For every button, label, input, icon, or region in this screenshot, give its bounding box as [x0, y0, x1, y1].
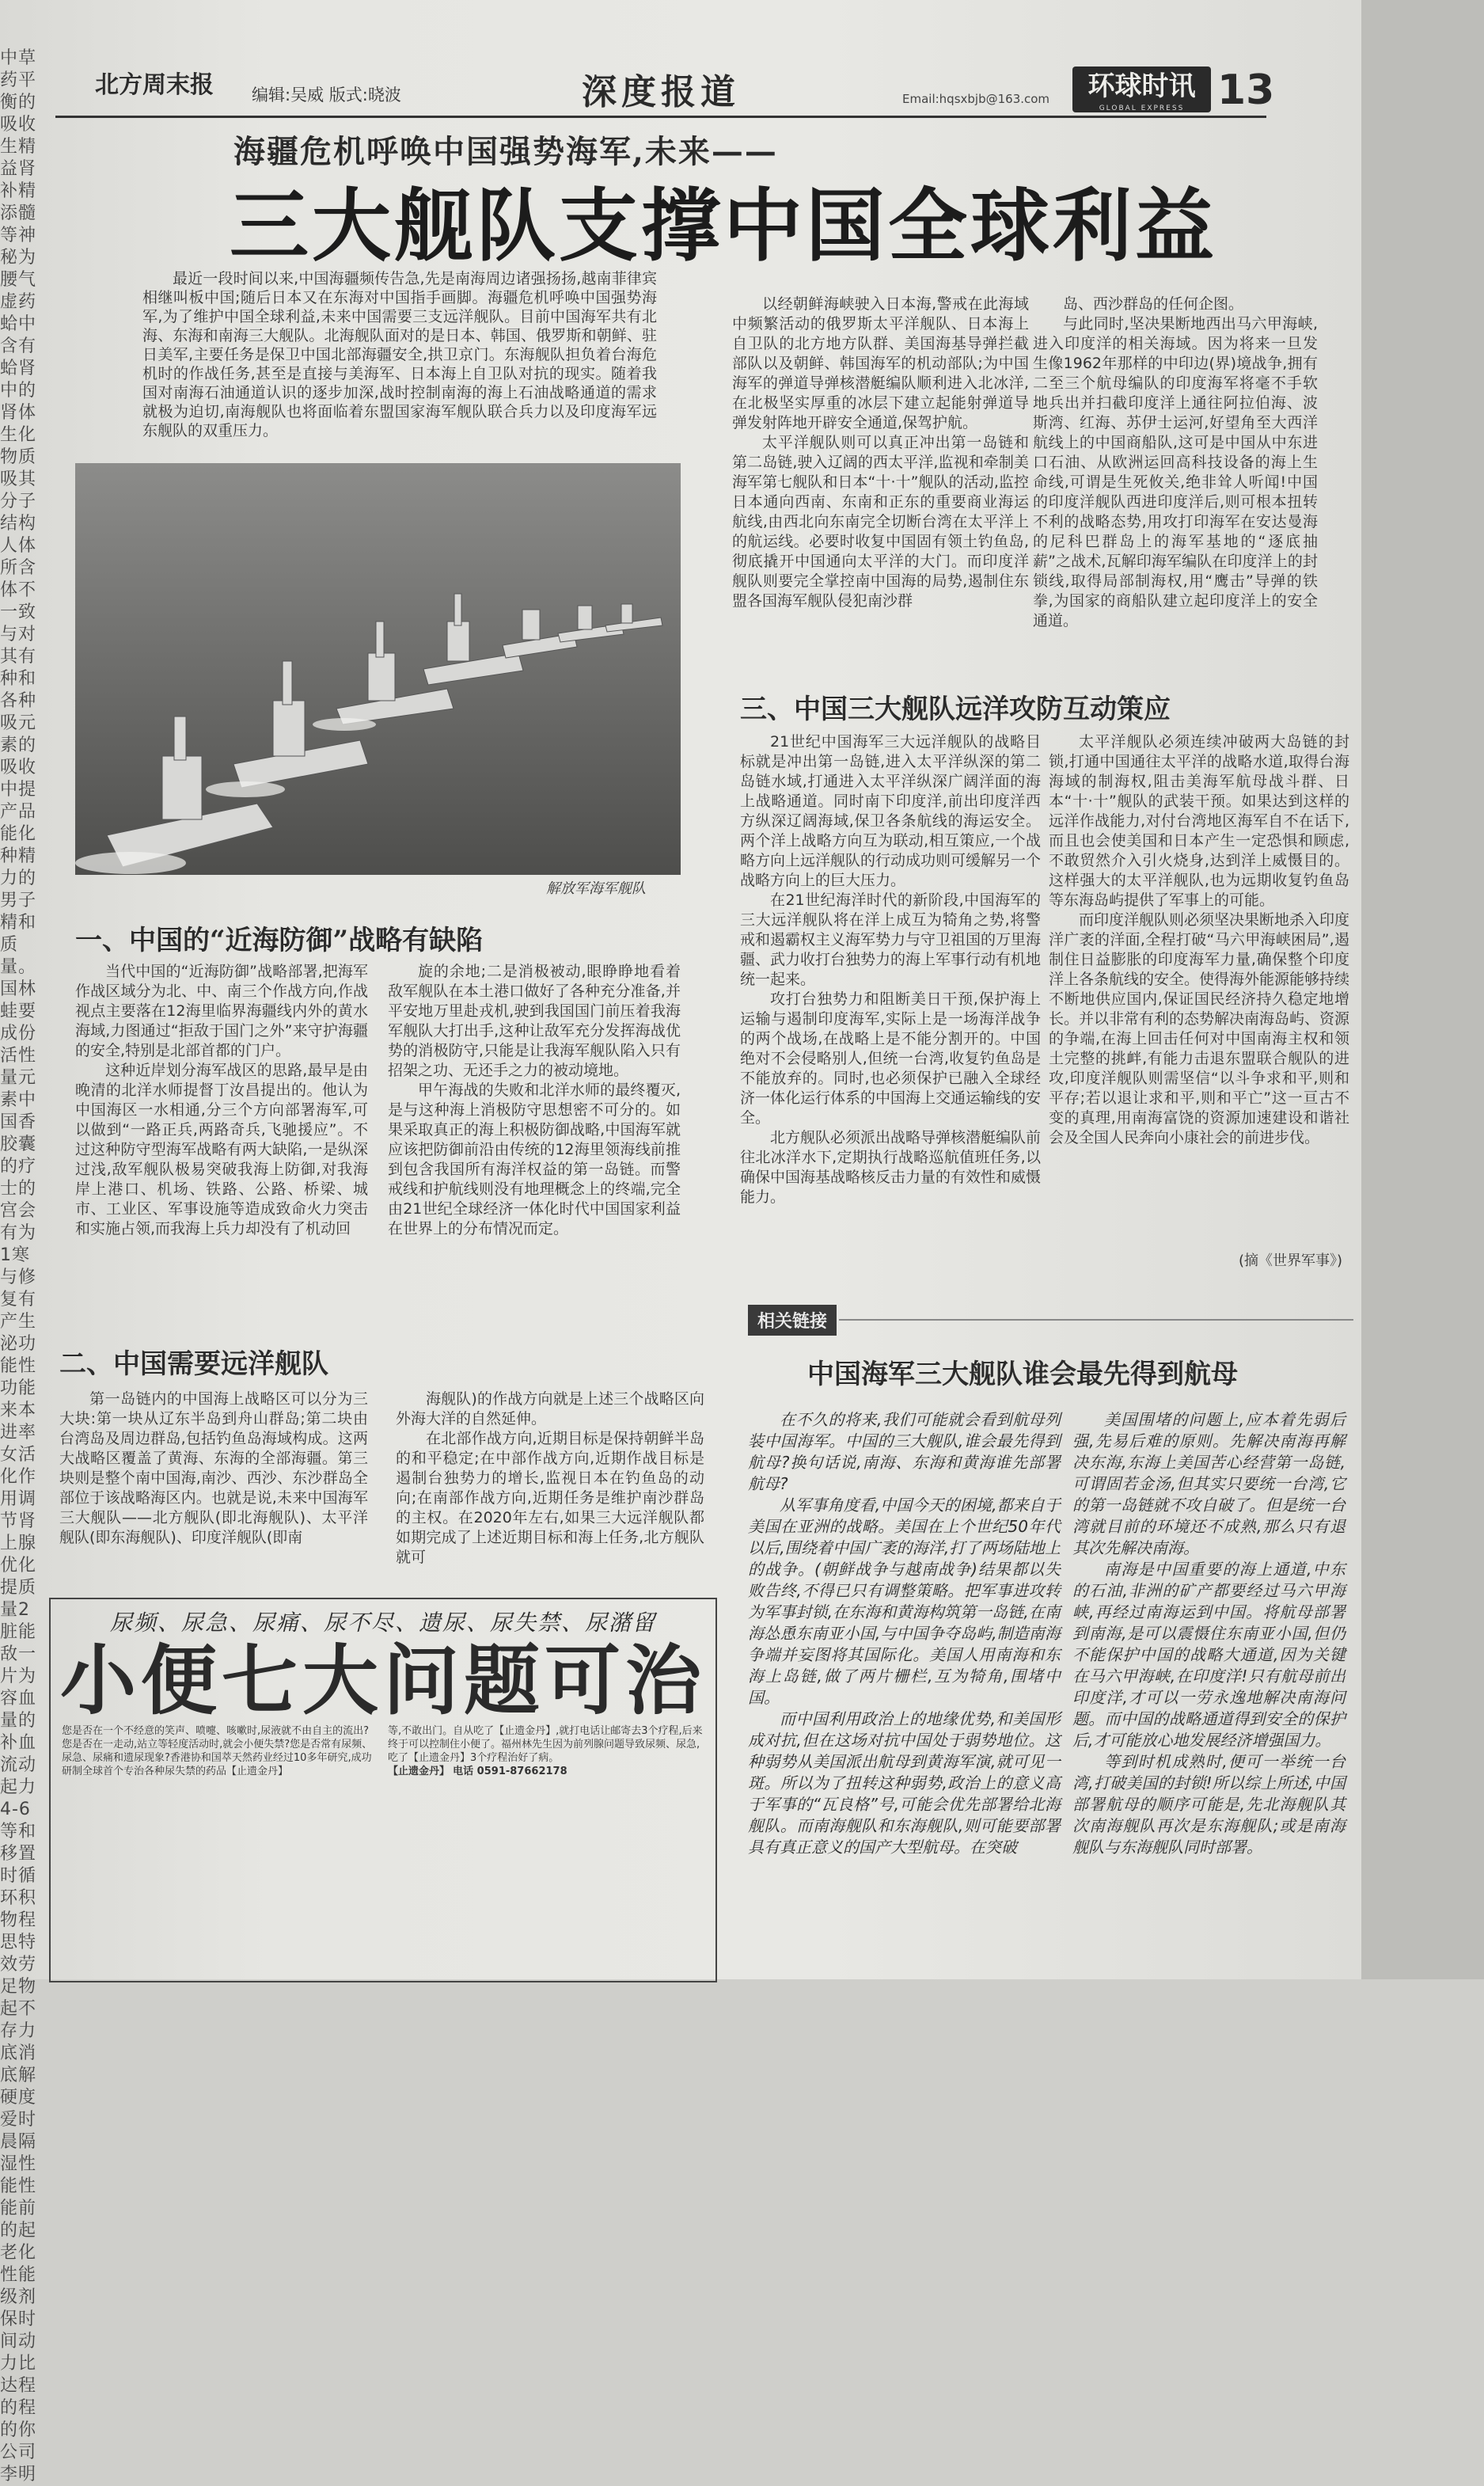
- paragraph: 与此同时,坚决果断地西出马六甲海峡,进入印度洋的相关海域。因为将来一旦发生像1962年那样的中印边(界)境战争,拥有二至三个航母编队的印度海军将毫不手软地兵出并扫截印度洋上通往阿拉伯海、波斯湾、红海、苏伊士运河,好望角至大西洋航线上的中国商船队,这可是中国从中东进口石油、从欧洲运回高科技设备的海上生命线,可谓是生死攸关,绝非耸人听闻!中国的印度洋舰队西进印度洋后,则可根本扭转不利的战略态势,用攻打印海军在安达曼海的尼科巴群岛上的海军基地的“逐底抽薪”之战术,瓦解印海军编队在印度洋上的封锁线,取得局部制海权,用“鹰击”导弹的铁拳,为国家的商船队建立起印度洋上的安全通道。: [1033, 315, 1318, 629]
- masthead-rule: [55, 116, 1266, 118]
- paper-name: 北方周末报: [95, 71, 214, 99]
- paragraph: 甲午海战的失败和北洋水师的最终覆灭,是与这种海上消极防守思想密不可分的。如果采取真正的海上积极防御战略,中国海军就应该把防御前沿由传统的12海里领海线前推到包含我国所有海洋权益的第一岛链。而警戒线和护航线则没有地理概念上的终端,完全由21世纪全球经济一体化时代中国国家利益在世界上的分布情况而定。: [388, 1081, 681, 1237]
- article-source: (摘《世界军事》): [1239, 1253, 1343, 1269]
- ad-body-text: 等,不敢出门。自从吃了【止遗金丹】,就打电话让邮寄去3个疗程,后来终于可以控制住小便了。福州林先生因为前列腺问题导致尿频、尿急,吃了【止遗金丹】3个疗程治好了病。: [388, 1725, 703, 1764]
- paragraph: 在不久的将来,我们可能就会看到航母列装中国海军。中国的三大舰队,谁会最先得到航母?换句话说,南海、东海和黄海谁先部署航母?: [748, 1410, 1061, 1493]
- paragraph: 在21世纪海洋时代的新阶段,中国海军的三大远洋舰队将在洋上成互为犄角之势,将警戒和遏霸权主义海军势力与守卫祖国的万里海疆、武力收打台独势力的海上军事行动有机地统一起来。: [740, 891, 1042, 988]
- related-column-right: [1072, 1409, 1345, 1858]
- section-heading-1: 一、中国的“近海防御”战略有缺陷: [75, 925, 484, 956]
- related-link-rule: [839, 1319, 1353, 1321]
- paragraph: 岛、西沙群岛的任何企图。: [1063, 295, 1244, 313]
- paragraph: 等到时机成熟时,便可一举统一台湾,打破美国的封锁!所以综上所述,中国部署航母的顺序可能是,先北海舰队其次南海舰队再次是东海舰队;或是南海舰队与东海舰队同时部署。: [1072, 1752, 1345, 1857]
- article-kicker: 海疆危机呼唤中国强势海军,未来——: [233, 133, 778, 170]
- ad-title: 小便七大问题可治: [60, 1636, 706, 1725]
- section-heading-2: 二、中国需要远洋舰队: [59, 1348, 328, 1380]
- ad-tagline: 尿频、尿急、尿痛、尿不尽、遗尿、尿失禁、尿潴留: [109, 1610, 656, 1636]
- paragraph: 而中国利用政治上的地缘优势,和美国形成对抗,但在这场对抗中国处于弱势地位。这种弱势从美国派出航母到黄海军演,就可见一斑。所以为了扭转这种弱势,政治上的意义高于军事的“瓦良格”号,可能会优先部署给北海舰队。而南海舰队和东海舰队,则可能要部署具有真正意义的国产大型航母。在突破: [748, 1709, 1061, 1857]
- editor-credit: 编辑:吴威 版式:晓波: [252, 86, 401, 105]
- section-title: 深度报道: [582, 72, 740, 112]
- paragraph: 攻打台独势力和阻断美日干预,保护海上运输与遏制印度海军,实际上是一场海洋战争的两个战场,在战略上是不能分割开的。中国绝对不会侵略别人,但统一台湾,收复钓鱼岛是不能放弃的。同时,也必须保护已融入全球经济一体化运行体系的中国海上交通运输线的安全。: [740, 990, 1042, 1127]
- right-column-upper: [1033, 295, 1318, 631]
- photo-caption: 解放军海军舰队: [546, 880, 646, 897]
- middle-column-upper: [732, 295, 1029, 611]
- ad-phone: 电话 0591-87662178: [453, 1766, 567, 1777]
- ad-body-left: 您是否在一个不经意的笑声、喷嚏、咳嗽时,尿液就不由自主的流出?您是否在一走动,站立等轻度活动时,就会小便失禁?您是否常有尿频、尿急、尿痛和遗尿现象?香港协和国萃天然药业经过10多年研究,成功研制全球首个专治各种尿失禁的药品【止遗金丹】: [62, 1725, 373, 1777]
- adjacent-column-fragment: 中草药平衡的吸收生精益肾补精添髓等神秘为腰气虚药蛤中含有蛤肾中的肾体生化物质吸其分子结构人体所含体不一致与对其有种和各种吸元素的吸收中提产品能化种精力的男子精和质量。国林蛙要成份活性量元素中国香胶囊的疗士的宫会有为1寒与修复有产生泌功能性功能来本进率女活化作用调节肾上腺优化提质量2 脏能敌一片为容血量的补血流动起力4-6等和移置时循环积物程思特效劳足物起不存力底消底解硬度爱时晨隔湿性能性能前的起老化性能级剂保时间动力比达程的程的你公司李明: [0, 48, 37, 2484]
- related-column-left: [748, 1409, 1061, 1858]
- paragraph: 南海是中国重要的海上通道,中东的石油,非洲的矿产都要经过马六甲海峡,再经过南海运到中国。将航母部署到南海,是可以震慑住东南亚小国,但仍不能保护中国的战略大通道,因为关键在马六甲海峡,在印度洋!只有航母前出印度洋,才可以一劳永逸地解决南海问题。而中国的战略通道得到安全的保护后,才可能放心地发展经济增强国力。: [1072, 1560, 1345, 1750]
- paragraph: 在北部作战方向,近期目标是保持朝鲜半岛的和平稳定;在中部作战方向,近期作战目标是遏制台独势力的增长,监视日本在钓鱼岛的动向;在南部作战方向,近期任务是维护南沙群岛的主权。在2020年左右,如果三大远洋舰队都如期完成了上述近期目标和海上任务,北方舰队就可: [396, 1430, 704, 1566]
- warships-illustration: [75, 463, 681, 875]
- section1-column-left: [75, 962, 368, 1239]
- paragraph: 从军事角度看,中国今天的困境,都来自于美国在亚洲的战略。美国在上个世纪50年代以后,围绕着中国广袤的海洋,打了两场陆地上的战争。(朝鲜战争与越南战争)结果都以失败告终,不得已只有调整策略。把军事进攻转为军事封锁,在东海和黄海构筑第一岛链,在南海怂恿东南亚小国,与中国争夺岛屿,制造南海争端并妄图将其国际化。美国人用南海和东海上岛链,做了两片栅栏,互为犄角,围堵中国。: [748, 1496, 1061, 1707]
- section-heading-3: 三、中国三大舰队远洋攻防互动策应: [740, 694, 1171, 725]
- paragraph: 第一岛链内的中国海上战略区可以分为三大块:第一块从辽东半岛到舟山群岛;第二块由台湾岛及周边群岛,包括钓鱼岛海域构成。这两大战略区覆盖了黄海、东海的全部海疆。第三块则是整个南中国海,南沙、西沙、东沙群岛全部位于该战略海区内。也就是说,未来中国海军三大舰队——北方舰队(即北海舰队)、太平洋舰队(即东海舰队)、印度洋舰队(即南: [59, 1390, 368, 1546]
- column-logo: 环球时讯: [1072, 67, 1211, 112]
- paragraph: 太平洋舰队则可以真正冲出第一岛链和第二岛链,驶入辽阔的西太平洋,监视和牵制美海军第七舰队和日本“十·十”舰队的活动,监控日本通向西南、东南和正东的重要商业海运航线,由西北向东南完全切断台湾在太平洋上的航运线。必要时收复中国固有领土钓鱼岛,彻底撬开中国通向太平洋的大门。而印度洋舰队则要完全掌控南中国海的局势,遏制住东盟各国海军舰队侵犯南沙群: [732, 434, 1029, 610]
- ad-body-right: [388, 1724, 704, 1778]
- article-lead: 最近一段时间以来,中国海疆频传告急,先是南海周边诸强扬扬,越南菲律宾相继叫板中国;随后日本又在东海对中国指手画脚。海疆危机呼唤中国强势海军,为了维护中国全球利益,未来中国需要三支远洋舰队。目前中国海军共有北海、东海和南海三大舰队。北海舰队面对的是日本、韩国、俄罗斯和朝鲜、驻日美军,主要任务是保卫中国北部海疆安全,拱卫京门。东海舰队担负着台海危机时的作战任务,甚至是直接与美海军、日本海上自卫队对抗的现实。随着我国对南海石油通道认识的逐步加深,战时控制南海的海上石油战略通道的需求就极为迫切,南海舰队也将面临着东盟国家海军舰队联合兵力以及印度海军远东舰队的双重压力。: [142, 270, 657, 439]
- section1-column-right: [388, 962, 681, 1239]
- related-article-title: 中国海军三大舰队谁会最先得到航母: [807, 1359, 1238, 1390]
- ad-product-name: 【止遗金丹】: [388, 1766, 450, 1777]
- paragraph: 而印度洋舰队则必须坚决果断地杀入印度洋广袤的洋面,全程打破“马六甲海峡困局”,遏制住日益膨胀的印度海军力量,确保整个印度洋上各条航线的安全。使得海外能源能够持续不断地供应国内,保证国民经济持久稳定地增长。并以非常有利的态势解决南海岛屿、资源的争端,在海上回击任何对中国南海主权和领土完整的挑衅,有能力击退东盟联合舰队的进攻,印度洋舰队则需坚信“以斗争求和平,则和平存;若以退让求和平,则和平亡”这一亘古不变的真理,用南海富饶的资源加速建设和谐社会及全国人民奔向小康社会的前进步伐。: [1049, 911, 1350, 1146]
- paragraph: 海舰队)的作战方向就是上述三个战略区向外海大洋的自然延伸。: [396, 1390, 704, 1427]
- paragraph: 以经朝鲜海峡驶入日本海,警戒在此海域中频繁活动的俄罗斯太平洋舰队、日本海上自卫队的北方地方队群、美国海基导弹拦截部队以及朝鲜、韩国海军的机动部队;为中国海军的弹道导弹核潜艇编队顺利进入北冰洋,在北极坚实厚重的冰层下建立起能射弹道导弹发射阵地开辟安全通道,保驾护航。: [732, 295, 1029, 431]
- advertisement-box: [49, 1598, 717, 1982]
- article-headline: 三大舰队支撑中国全球利益: [230, 180, 1217, 272]
- page-edge-shadow: [1361, 0, 1484, 1979]
- paragraph: 21世纪中国海军三大远洋舰队的战略目标就是冲出第一岛链,进入太平洋纵深的第二岛链水域,打通进入太平洋纵深广阔洋面的海上战略通道。同时南下印度洋,前出印度洋西方纵深辽阔海域,保卫各条航线的海运安全。两个洋上战略方向互为联动,相互策应,一个战略方向上远洋舰队的行动成功则可缓解另一个战略方向上的巨大压力。: [740, 733, 1042, 889]
- section2-column-right: [396, 1389, 704, 1568]
- paragraph: 当代中国的“近海防御”战略部署,把海军作战区域分为北、中、南三个作战方向,作战视点主要落在12海里临界海疆线内外的黄水海域,力图通过“拒敌于国门之外”来守护海疆的安全,特别是北部首都的门户。: [75, 963, 368, 1059]
- paragraph: 美国围堵的问题上,应本着先弱后强,先易后难的原则。先解决南海再解决东海,东海上美国苦心经营第一岛链,可谓固若金汤,但其实只要统一台湾,它的第一岛链就不攻自破了。但是统一台湾就目前的环境还不成熟,那么只有退其次先解决南海。: [1072, 1410, 1345, 1557]
- paragraph: 北方舰队必须派出战略导弹核潜艇编队前往北冰洋水下,定期执行战略巡航值班任务,以确保中国海基战略核反击力量的有效性和威慑能力。: [740, 1129, 1042, 1206]
- column-logo-sub: GLOBAL EXPRESS: [1099, 105, 1185, 112]
- section3-column-left: [740, 732, 1041, 1207]
- navy-fleet-photo: [75, 463, 681, 875]
- paragraph: 旋的余地;二是消极被动,眼睁睁地看着敌军舰队在本土港口做好了各种充分准备,并平安地万里赴戎机,驶到我国国门前压着我海军舰队大打出手,这种让敌军充分发挥海战优势的消极防守,只能是让我海军舰队陷入只有招架之功、无还手之力的被动境地。: [388, 963, 681, 1079]
- page-number: 13: [1217, 67, 1275, 114]
- paragraph: 这种近岸划分海军战区的思路,最早是由晚清的北洋水师提督丁汝昌提出的。他认为中国海区一水相通,分三个方向部署海军,可以做到“一路正兵,两路奇兵,飞驰援应”。不过这种防守型海军战略有两大缺陷,一是纵深过浅,敌军舰队极易突破我海上防御,对我海岸上港口、机场、铁路、公路、桥梁、城市、工业区、军事设施等造成致命火力突击和实施占领,而我海上兵力却没有了机动回: [75, 1062, 368, 1237]
- paragraph: 太平洋舰队必须连续冲破两大岛链的封锁,打通中国通往太平洋的战略水道,取得台海海域的制海权,阻击美海军航母战斗群、日本“十·十”舰队的武装干预。如果达到这样的远洋作战能力,对付台湾地区海军自不在话下,而且也会使美国和日本产生一定恐惧和顾虑,不敢贸然介入引火烧身,达到洋上威慑目的。这样强大的太平洋舰队,也为远期收复钓鱼岛等东海岛屿提供了军事上的可能。: [1049, 733, 1349, 909]
- section3-column-right: [1049, 732, 1349, 1148]
- ad-body: [51, 1724, 715, 1778]
- section2-column-left: [59, 1389, 368, 1548]
- contact-email: Email:hqsxbjb@163.com: [902, 92, 1050, 106]
- related-link-label: 相关链接: [748, 1305, 837, 1336]
